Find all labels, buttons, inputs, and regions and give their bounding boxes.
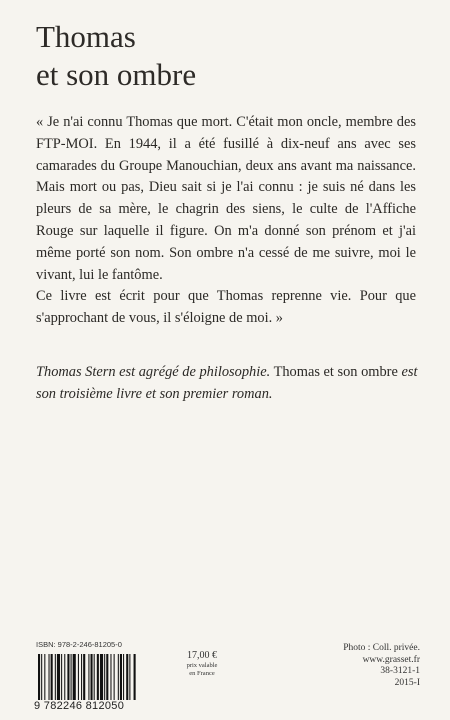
price-block xyxy=(178,650,226,678)
barcode-bar xyxy=(94,654,95,700)
barcode-bar xyxy=(38,654,40,700)
reference-code-2: 2015-I xyxy=(394,677,420,688)
barcode-icon xyxy=(34,652,170,706)
barcode-bar xyxy=(118,654,119,700)
book-title-line-1: Thomas xyxy=(36,19,136,54)
reference-code-1: 38-3121-1 xyxy=(380,666,420,676)
barcode-bar xyxy=(73,654,76,700)
barcode-bar xyxy=(126,654,128,700)
barcode-bar xyxy=(88,654,89,700)
barcode-bar xyxy=(104,654,105,700)
barcode-bar xyxy=(57,654,60,700)
photo-credit: Photo : Coll. privée. xyxy=(343,643,420,653)
barcode-bar xyxy=(67,654,69,700)
barcode-bar xyxy=(110,654,111,700)
barcode-bar xyxy=(64,654,65,700)
quote-paragraph-1: « Je n'ai connu Thomas que mort. C'était mon oncle, membre des FTP-MOI. En 1944, il a été fusillé à dix-neuf ans avec ses camarades du Groupe Manouchian, deux ans avant ma naissance. Mais mort ou pas, Dieu sait si je l'ai connu : je suis né dans les pleurs de sa mère, le chagrin des siens, le culte de l'Affiche Rouge sur laquelle il figure. On m'a donné son prénom et j'ai même porté son nom. Son ombre n'a cessé de me suivre, moi le vivant, lui le fantôme. xyxy=(36,114,416,283)
price-amount: 17,00 € xyxy=(187,650,217,661)
barcode-bar xyxy=(44,654,45,700)
book-title xyxy=(36,18,196,94)
barcode-bar xyxy=(114,654,115,700)
barcode-bar xyxy=(134,654,136,700)
author-bio xyxy=(36,362,426,406)
barcode-bar xyxy=(78,654,79,700)
quote-paragraph-2: Ce livre est écrit pour que Thomas reprenne vie. Pour que s'approchant de vous, il s'éloigne de moi. » xyxy=(36,288,416,327)
book-title-line-2: et son ombre xyxy=(36,57,197,92)
barcode-bar xyxy=(106,654,108,700)
author-bio-book-title: Thomas et son ombre xyxy=(270,364,402,380)
barcode-bar xyxy=(61,654,62,700)
barcode-bar xyxy=(123,654,124,700)
publisher-credits xyxy=(343,643,420,689)
price-note-line-1: prix valable xyxy=(186,662,218,669)
barcode-digits: 9 782246 812050 xyxy=(34,700,174,712)
barcode-bar xyxy=(51,654,53,700)
barcode-bar xyxy=(41,654,42,700)
barcode-bar xyxy=(100,654,103,700)
barcode-bar xyxy=(129,654,130,700)
isbn-label: ISBN: 978-2-246-81205-0 xyxy=(36,640,122,649)
barcode-bar xyxy=(120,654,122,700)
barcode-bar xyxy=(71,654,72,700)
barcode-bar xyxy=(91,654,93,700)
publisher-website: www.grasset.fr xyxy=(362,654,420,665)
author-bio-part-3: est son troisième livre et son premier roman. xyxy=(36,364,418,402)
barcode-bar xyxy=(55,654,56,700)
barcode-bar xyxy=(49,654,50,700)
author-bio-part-1: Thomas Stern est agrégé de philosophie. xyxy=(36,364,271,380)
back-cover-quote xyxy=(36,112,416,330)
barcode-bar xyxy=(81,654,82,700)
price-note-line-2: en France xyxy=(189,670,215,677)
barcode-bar xyxy=(83,654,85,700)
barcode-bar xyxy=(97,654,99,700)
